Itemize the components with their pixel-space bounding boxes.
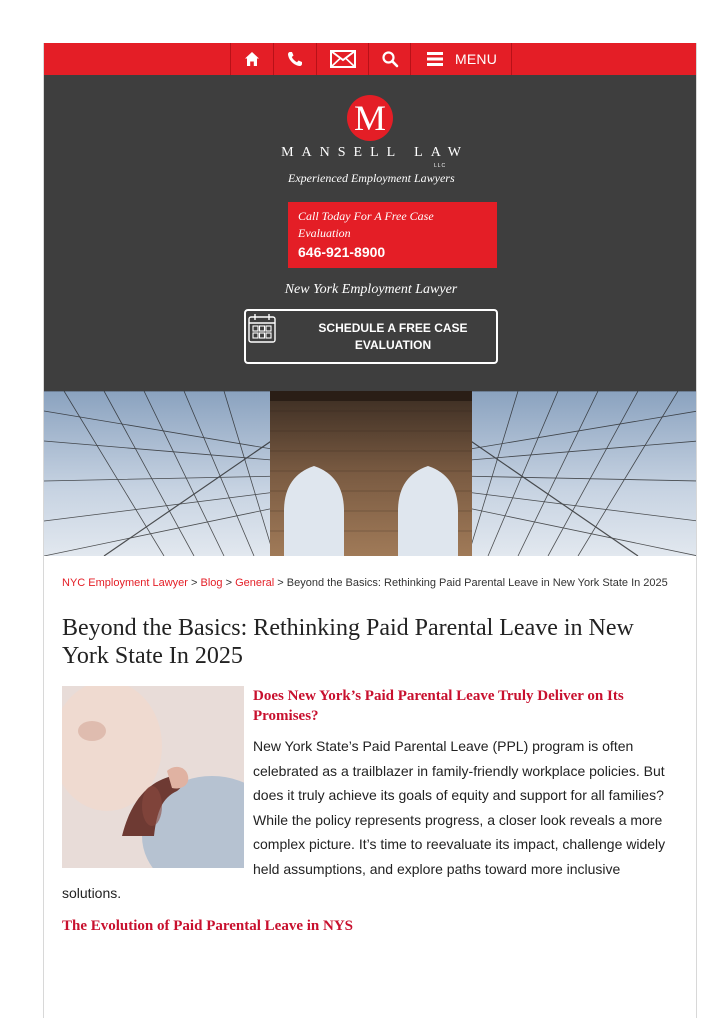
breadcrumb-current: Beyond the Basics: Rethinking Paid Parental Leave in New York State In 2025 [286, 577, 668, 589]
menu-button[interactable] [410, 43, 512, 75]
firm-name[interactable]: MANSELL LAW [281, 145, 469, 160]
breadcrumb-separator: > [225, 577, 233, 589]
breadcrumb-separator: > [191, 577, 198, 589]
bridge-illustration [44, 391, 697, 556]
call-text: Call Today For A Free Case Evaluation [298, 209, 434, 240]
hamburger-icon [427, 52, 443, 66]
home-icon [243, 50, 261, 68]
top-utility-bar [44, 43, 697, 75]
breadcrumb-general-link[interactable]: General [235, 577, 275, 589]
header-subhead: New York Employment Lawyer [284, 282, 458, 297]
firm-tagline: Experienced Employment Lawyers [288, 171, 455, 185]
phone-number[interactable]: 646-921-8900 [298, 244, 386, 260]
call-box[interactable] [288, 202, 497, 268]
home-button[interactable] [230, 43, 273, 75]
phone-button[interactable] [273, 43, 316, 75]
menu-label: MENU [455, 51, 498, 67]
article-content [62, 574, 682, 935]
page-title: Beyond the Basics: Rethinking Paid Parental Leave in New York State In 2025 [62, 615, 634, 669]
newborn-photo [62, 686, 244, 868]
hero-bridge-image [44, 391, 697, 556]
phone-icon [286, 50, 304, 68]
search-icon [381, 50, 399, 68]
schedule-evaluation-button[interactable] [244, 309, 498, 364]
section-heading: Does New York’s Paid Parental Leave Truly Deliver on Its Promises? [253, 688, 624, 724]
email-button[interactable] [316, 43, 368, 75]
breadcrumb-home-link[interactable]: NYC Employment Lawyer [62, 577, 188, 589]
firm-suffix: LLC [434, 163, 447, 169]
newborn-illustration [62, 686, 244, 868]
page-frame [43, 43, 697, 1018]
site-header [44, 75, 697, 391]
schedule-label: SCHEDULE A FREE CASE EVALUATION [318, 321, 468, 352]
search-button[interactable] [368, 43, 410, 75]
section-heading-2: The Evolution of Paid Parental Leave in NYS [62, 917, 353, 934]
section-paragraph: New York State’s Paid Parental Leave (PPL) program is often celebrated as a trailblazer in family-friendly workplace policies. But does it truly achieve its goals of equity and support for all families? While the policy represents progress, a closer look reveals a more complex picture. It’s time to reevaluate its impact, challenge widely held assumptions, and explore paths toward more inclusive solutions. [62, 738, 666, 901]
breadcrumb [62, 574, 682, 592]
article-body [62, 686, 682, 935]
calendar-icon [248, 313, 276, 343]
envelope-icon [330, 50, 356, 68]
breadcrumb-blog-link[interactable]: Blog [200, 577, 223, 589]
breadcrumb-separator: > [277, 577, 284, 589]
logo-mark[interactable]: M [347, 95, 393, 141]
